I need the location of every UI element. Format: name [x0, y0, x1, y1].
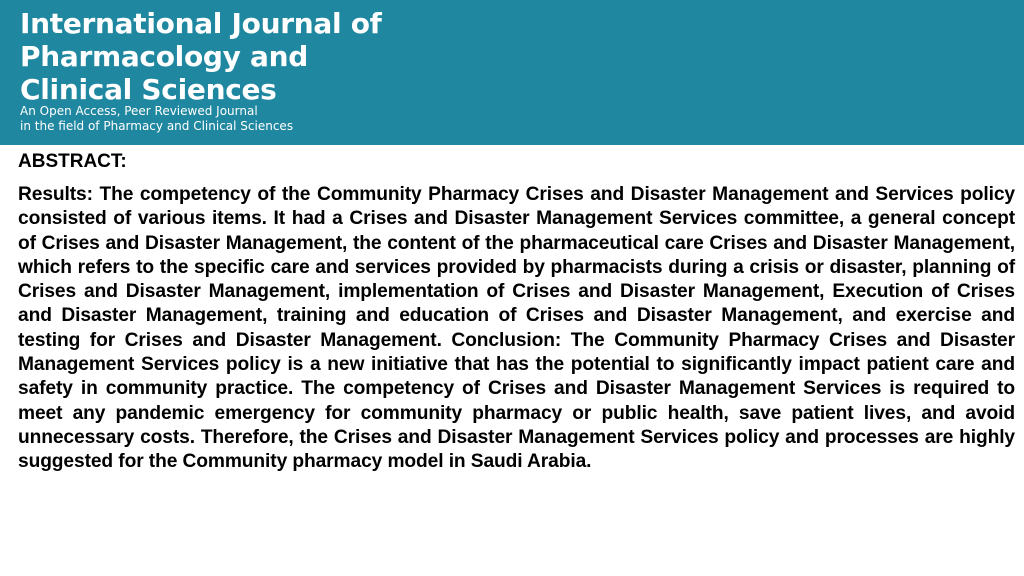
journal-title-line: International Journal of	[20, 7, 382, 40]
abstract-body	[18, 183, 1015, 475]
results-label: Results:	[18, 184, 93, 205]
journal-header-banner	[0, 0, 1024, 145]
journal-subtitle-line: in the field of Pharmacy and Clinical Sciences	[20, 119, 294, 133]
results-text: The competency of the Community Pharmacy Crises and Disaster Management and Services policy consisted of various items. It had a Crises and Disaster Management Services committee, a general concept of Crises and Disaster Management, the content of the pharmaceutical care Crises and Disaster Management, which refers to the specific care and services provided by pharmacists during a crisis or disaster, planning of Crises and Disaster Management, implementation of Crises and Disaster Management, Execution of Crises and Disaster Management, training and education of Crises and Disaster Management, and exercise and testing for Crises and Disaster Management.	[18, 184, 1015, 351]
journal-subtitle	[20, 104, 293, 134]
conclusion-text: The Community Pharmacy Crises and Disaster Management Services policy is a new initiative that has the potential to significantly impact patient care and safety in community practice. The competency of Crises and Disaster Management Services is required to meet any pandemic emergency for community pharmacy or public health, save patient lives, and avoid unnecessary costs. Therefore, the Crises and Disaster Management Services policy and processes are highly suggested for the Community pharmacy model in Saudi Arabia.	[18, 329, 1015, 473]
journal-title	[20, 7, 382, 106]
journal-title-line: Clinical Sciences	[20, 73, 277, 106]
journal-title-line: Pharmacology and	[20, 40, 309, 73]
abstract-heading: ABSTRACT:	[18, 151, 127, 172]
journal-subtitle-line: An Open Access, Peer Reviewed Journal	[20, 104, 258, 118]
conclusion-label: Conclusion:	[451, 329, 562, 351]
abstract-section	[18, 150, 1015, 475]
